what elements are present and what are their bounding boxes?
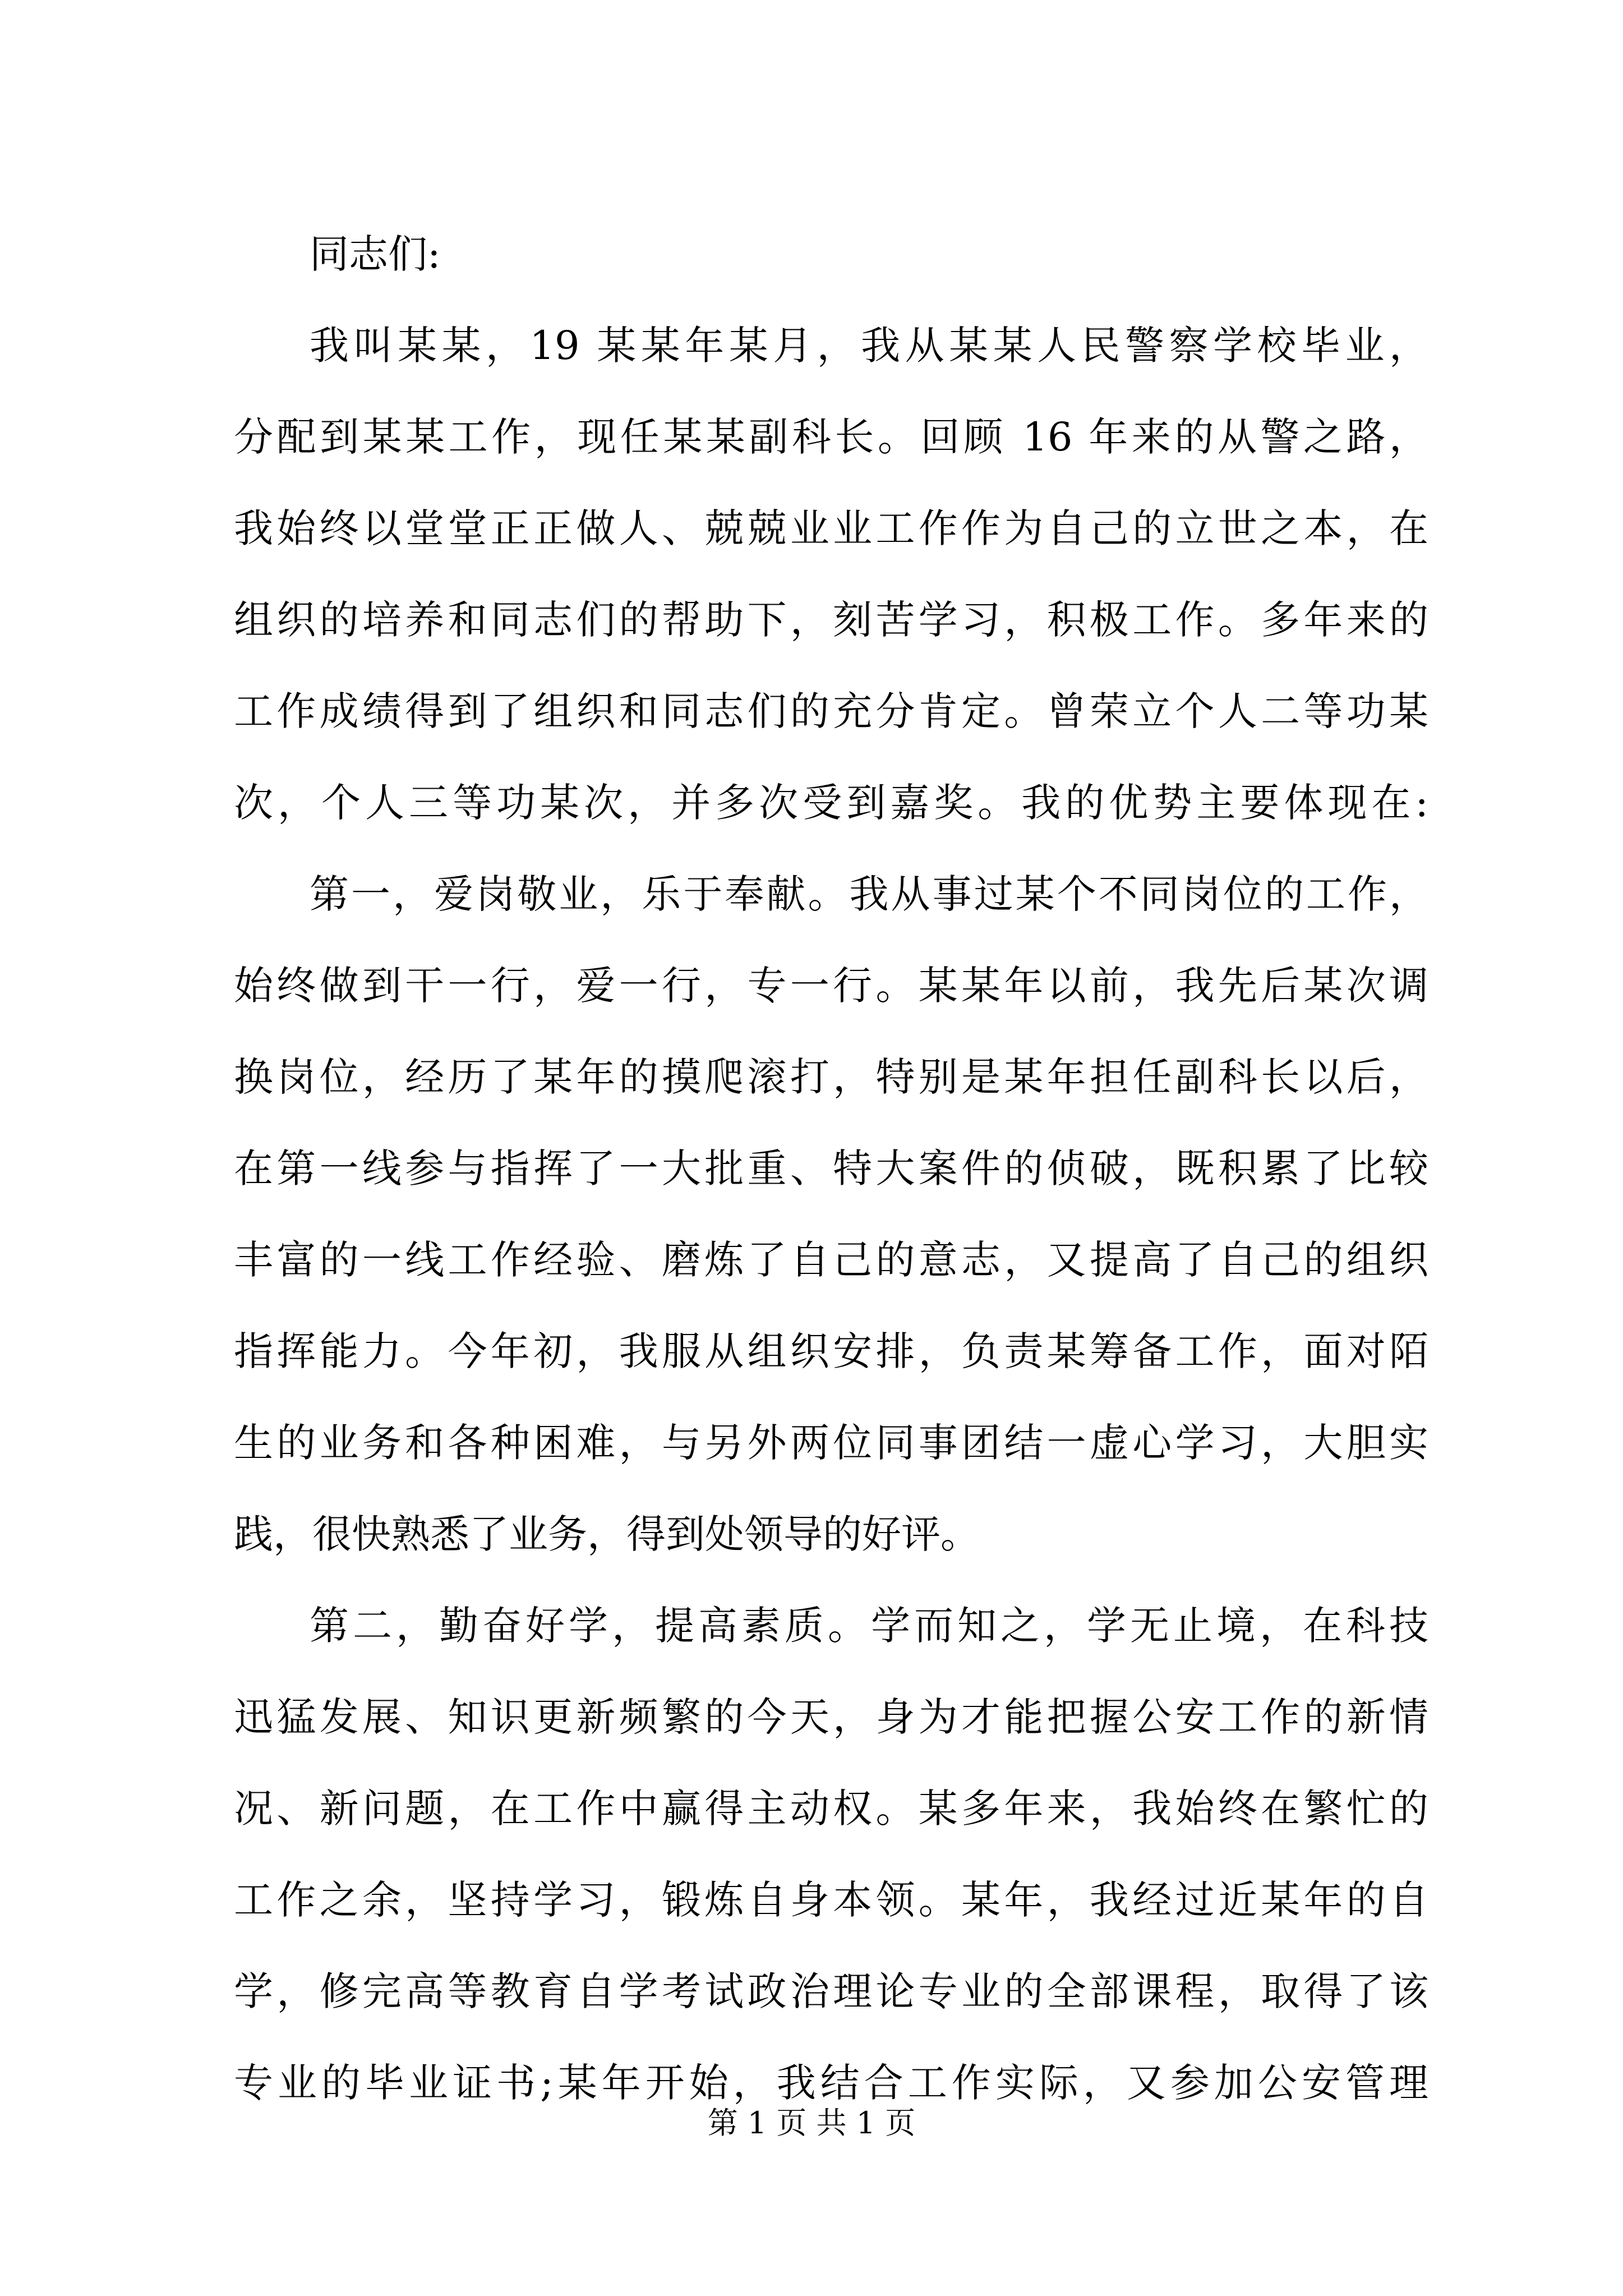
paragraph-line: 我叫某某，19 某某年某月，我从某某人民警察学校毕业， [310,323,1428,369]
paragraph-line: 迅猛发展、知识更新频繁的今天，身为才能把握公安工作的新情 [234,1694,1428,1740]
paragraph-line: 专业的毕业证书;某年开始，我结合工作实际，又参加公安管理 [234,2060,1428,2106]
paragraph-line: 生的业务和各种困难，与另外两位同事团结一虚心学习，大胆实 [234,1420,1428,1466]
paragraph-line: 分配到某某工作，现任某某副科长。回顾 16 年来的从警之路， [234,414,1428,460]
paragraph-line: 始终做到干一行，爱一行，专一行。某某年以前，我先后某次调 [234,963,1428,1009]
paragraph-line: 学，修完高等教育自学考试政治理论专业的全部课程，取得了该 [234,1968,1428,2014]
paragraph-line: 在第一线参与指挥了一大批重、特大案件的侦破，既积累了比较 [234,1145,1428,1191]
paragraph-line: 第一，爱岗敬业，乐于奉献。我从事过某个不同岗位的工作， [310,871,1428,917]
page-number-footer: 第 1 页 共 1 页 [707,2105,916,2141]
paragraph-line: 指挥能力。今年初，我服从组织安排，负责某筹备工作，面对陌 [234,1328,1428,1374]
paragraph-line: 践，很快熟悉了业务，得到处领导的好评。 [234,1511,980,1557]
document-body [234,209,1428,2129]
salutation-line: 同志们: [310,231,441,277]
paragraph-line: 换岗位，经历了某年的摸爬滚打，特别是某年担任副科长以后， [234,1054,1428,1100]
paragraph-line: 况、新问题，在工作中赢得主动权。某多年来，我始终在繁忙的 [234,1786,1428,1832]
paragraph-line: 丰富的一线工作经验、磨炼了自己的意志，又提高了自己的组织 [234,1237,1428,1283]
paragraph-line: 工作成绩得到了组织和同志们的充分肯定。曾荣立个人二等功某 [234,688,1428,734]
paragraph-line: 工作之余，坚持学习，锻炼自身本领。某年，我经过近某年的自 [234,1877,1428,1923]
paragraph-line: 第二，勤奋好学，提高素质。学而知之，学无止境，在科技 [310,1603,1428,1649]
paragraph-line: 我始终以堂堂正正做人、兢兢业业工作作为自己的立世之本，在 [234,505,1428,551]
paragraph-line: 次，个人三等功某次，并多次受到嘉奖。我的优势主要体现在: [234,780,1428,826]
paragraph-line: 组织的培养和同志们的帮助下，刻苦学习，积极工作。多年来的 [234,597,1428,643]
